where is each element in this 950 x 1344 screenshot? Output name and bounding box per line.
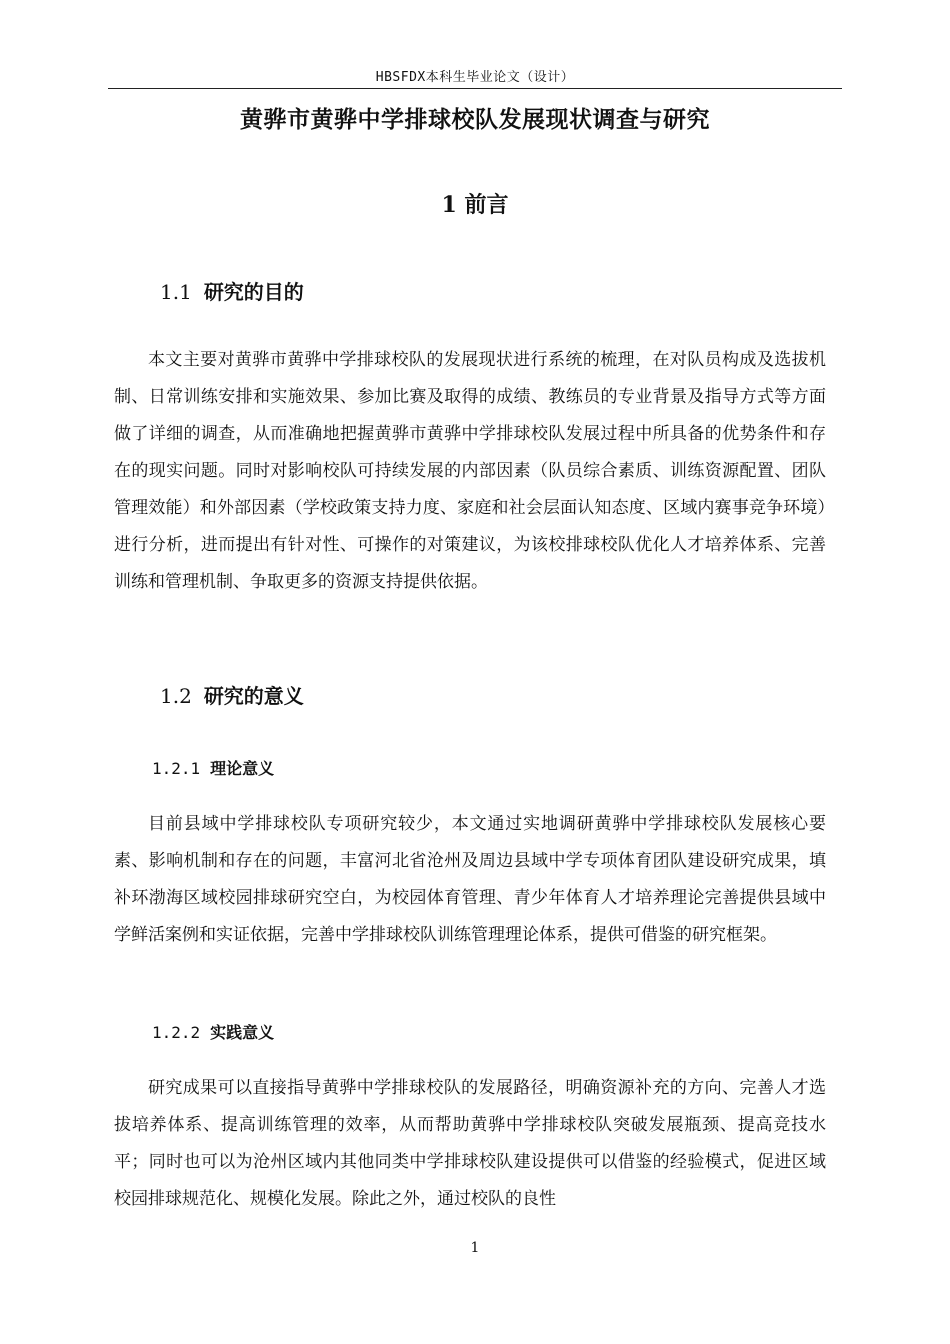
- subsection-number: 1.1: [160, 280, 192, 304]
- paragraph-theory: 目前县域中学排球校队专项研究较少，本文通过实地调研黄骅中学排球校队发展核心要素、影响机制和存在的问题，丰富河北省沧州及周边县域中学专项体育团队建设研究成果，填补环渤海区域校园排球研究空白，为校园体育管理、青少年体育人才培养理论完善提供县域中学鲜活案例和实证依据，完善中学排球校队训练管理理论体系，提供可借鉴的研究框架。: [114, 814, 826, 945]
- subsubsection-heading-practice: [152, 1020, 274, 1043]
- paragraph-purpose: 本文主要对黄骅市黄骅中学排球校队的发展现状进行系统的梳理，在对队员构成及选拔机制、日常训练安排和实施效果、参加比赛及取得的成绩、教练员的专业背景及指导方式等方面做了详细的调查，从而准确地把握黄骅市黄骅中学排球校队发展过程中所具备的优势条件和存在的现实问题。同时对影响校队可持续发展的内部因素（队员综合素质、训练资源配置、团队管理效能）和外部因素（学校政策支持力度、家庭和社会层面认知态度、区域内赛事竞争环境）进行分析，进而提出有针对性、可操作的对策建议，为该校排球校队优化人才培养体系、完善训练和管理机制、争取更多的资源支持提供依据。: [114, 350, 826, 592]
- subsection-number: 1.2: [160, 684, 192, 708]
- paragraph-practice: 研究成果可以直接指导黄骅中学排球校队的发展路径，明确资源补充的方向、完善人才选拔培养体系、提高训练管理的效率，从而帮助黄骅中学排球校队突破发展瓶颈、提高竞技水平；同时也可以为沧州区域内其他同类中学排球校队建设提供可以借鉴的经验模式，促进区域校园排球规范化、规模化发展。除此之外，通过校队的良性: [114, 1078, 826, 1209]
- subsection-heading-purpose: [160, 276, 304, 305]
- section-heading-preface: 1 前言: [441, 192, 509, 218]
- header-divider: [108, 88, 842, 89]
- subsubsection-title: 理论意义: [210, 759, 275, 778]
- subsubsection-title: 实践意义: [210, 1023, 275, 1042]
- running-header: HBSFDX本科生毕业论文（设计）: [375, 70, 575, 85]
- subsection-title: 研究的意义: [203, 684, 304, 708]
- subsubsection-number: 1.2.2: [152, 1023, 201, 1042]
- subsubsection-heading-theory: [152, 756, 274, 779]
- document-title: 黄骅市黄骅中学排球校队发展现状调查与研究: [240, 107, 710, 133]
- page-number: 1: [470, 1240, 480, 1256]
- subsection-heading-significance: [160, 680, 304, 709]
- subsection-title: 研究的目的: [203, 280, 304, 304]
- subsubsection-number: 1.2.1: [152, 759, 201, 778]
